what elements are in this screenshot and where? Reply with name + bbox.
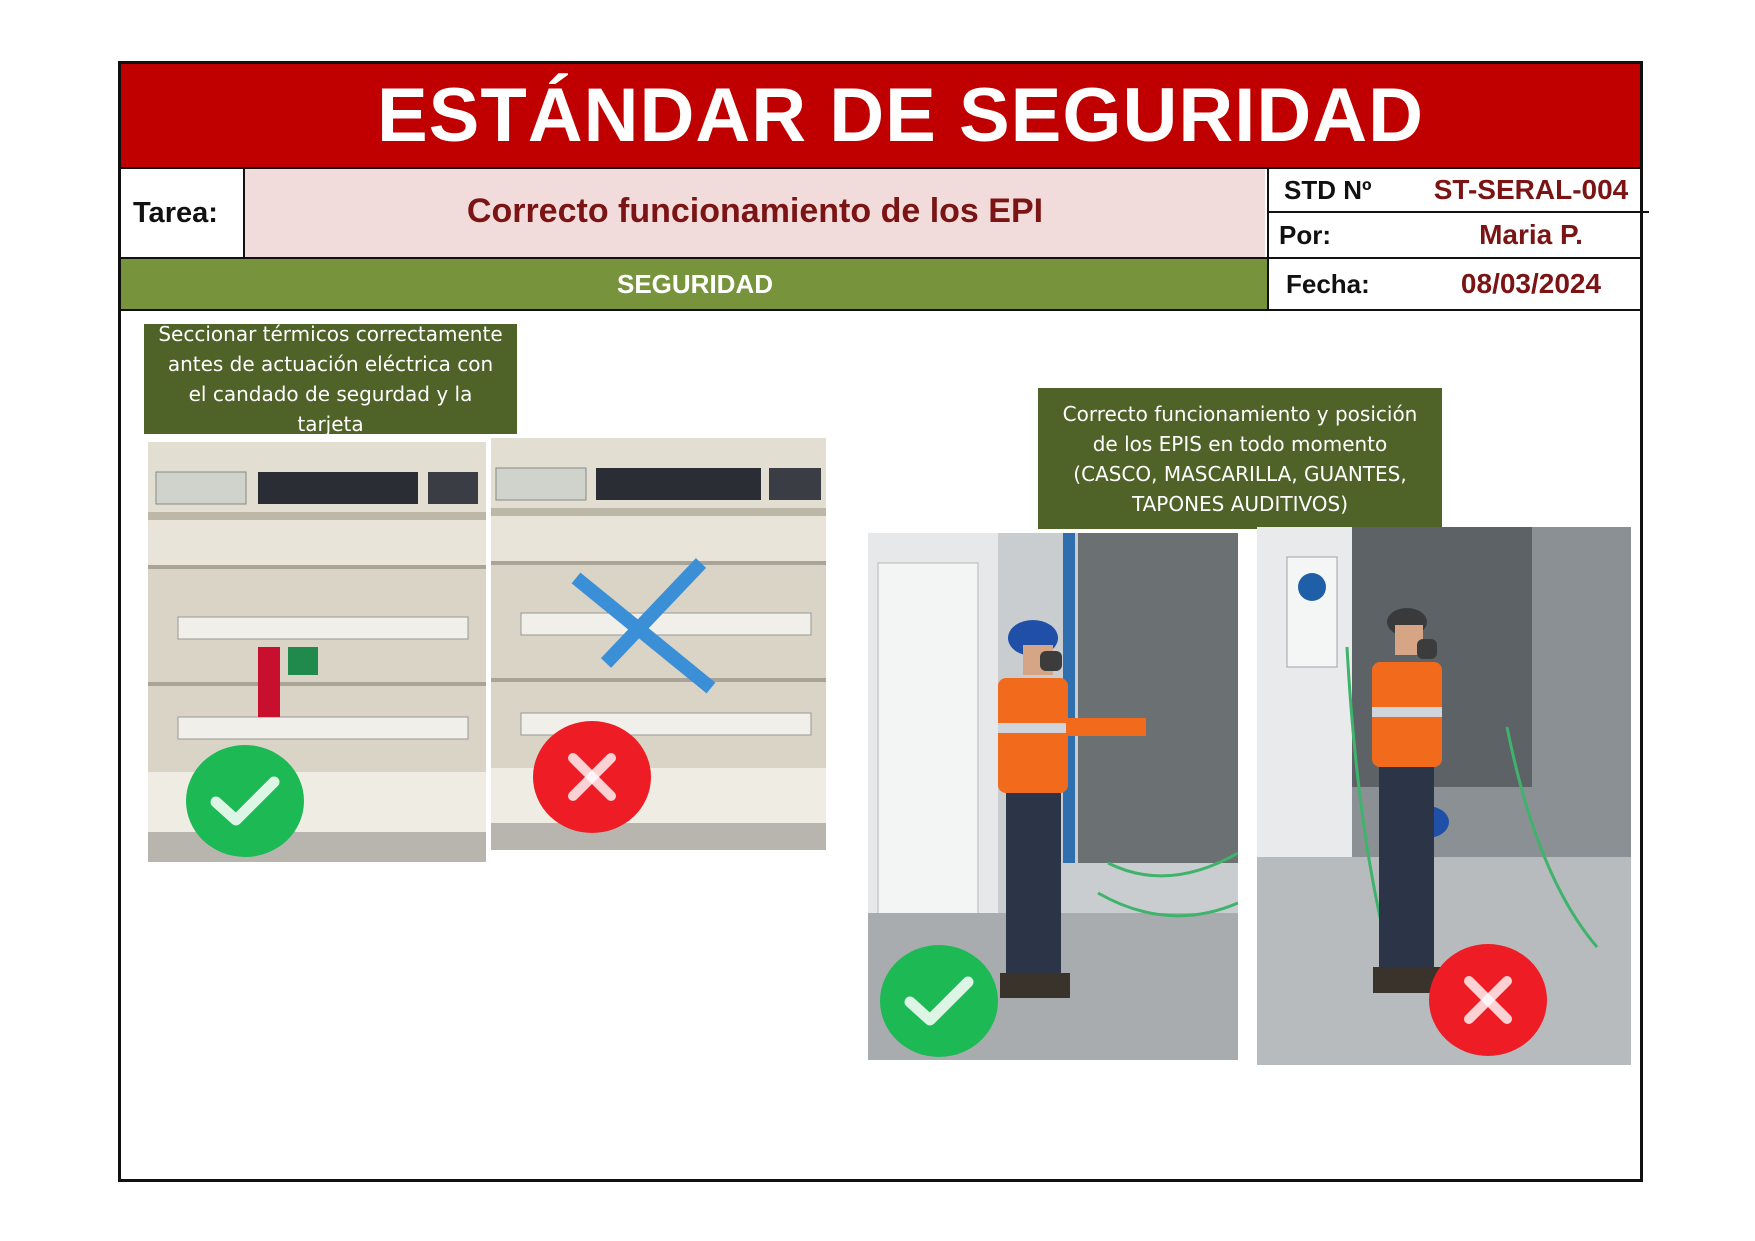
cross-icon bbox=[565, 750, 619, 804]
category-label: SEGURIDAD bbox=[616, 268, 773, 299]
correct-badge bbox=[880, 945, 998, 1057]
page-title: ESTÁNDAR DE SEGURIDAD bbox=[376, 73, 1425, 158]
photo-worker-correct bbox=[868, 533, 1238, 1060]
date-value: 08/03/2024 bbox=[1460, 268, 1602, 299]
photo-worker-incorrect bbox=[1257, 527, 1631, 1065]
photo-panel-incorrect bbox=[491, 438, 826, 850]
correct-badge bbox=[186, 745, 304, 857]
category-bar bbox=[121, 259, 1269, 309]
incorrect-badge bbox=[1429, 944, 1547, 1056]
check-icon bbox=[210, 776, 280, 826]
task-value: Correcto funcionamiento de los EPI bbox=[466, 191, 1044, 230]
author-value: Maria P. bbox=[1479, 219, 1583, 250]
caption-ppe: Correcto funcionamiento y posición de los EPIS en todo momento (CASCO, MASCARILLA, GUANTES, TAPONES AUDITIVOS) bbox=[1038, 388, 1442, 529]
std-number-value: ST-SERAL-004 bbox=[1433, 174, 1629, 205]
task-label: Tarea: bbox=[133, 196, 218, 229]
std-number-label: STD Nº bbox=[1284, 174, 1372, 205]
author-label: Por: bbox=[1279, 219, 1331, 250]
photo-panel-correct bbox=[148, 442, 486, 862]
caption-lockout: Seccionar térmicos correctamente antes de actuación eléctrica con el candado de segurdad y la tarjeta bbox=[144, 324, 517, 434]
cross-icon bbox=[1461, 973, 1515, 1027]
safety-standard-sheet bbox=[118, 61, 1643, 1182]
incorrect-badge bbox=[533, 721, 651, 833]
date-label: Fecha: bbox=[1286, 268, 1370, 299]
check-icon bbox=[904, 976, 974, 1026]
title-bar bbox=[121, 64, 1640, 169]
task-value-cell bbox=[245, 169, 1265, 257]
